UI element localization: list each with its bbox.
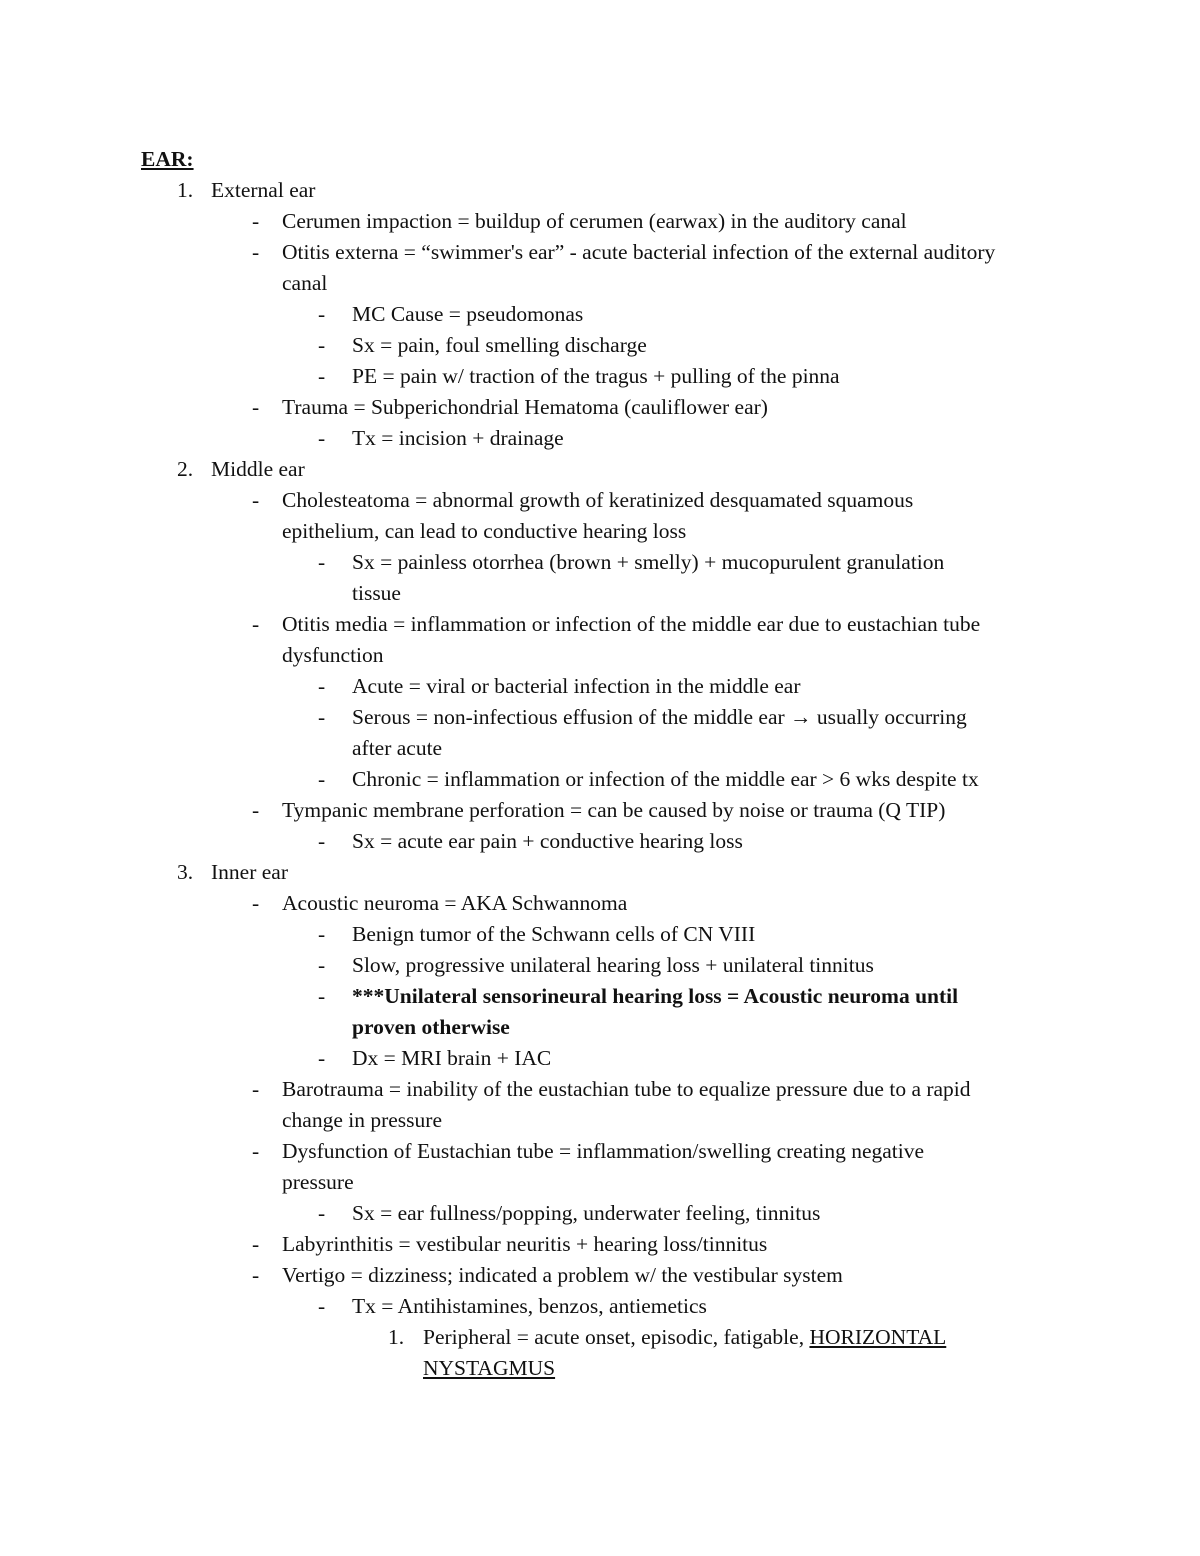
dash-bullet: - [252, 395, 260, 419]
dash-bullet: - [252, 798, 260, 822]
dash-bullet: - [318, 705, 326, 729]
list-item [0, 919, 1200, 950]
dash-bullet: - [318, 333, 326, 357]
dash-bullet: - [252, 240, 260, 264]
list-item [0, 950, 1200, 981]
list-number: 1. [177, 178, 194, 202]
list-item [0, 1074, 1200, 1105]
dash-bullet: - [318, 550, 326, 574]
note-text: Dysfunction of Eustachian tube = inflammation/swelling creating negative [282, 1139, 925, 1163]
dash-bullet: - [252, 1232, 260, 1256]
dash-bullet: - [318, 953, 326, 977]
page-title: EAR: [141, 147, 194, 171]
section-heading-external: External ear [211, 178, 316, 202]
note-text: Benign tumor of the Schwann cells of CN VIII [352, 922, 756, 946]
dash-bullet: - [318, 922, 326, 946]
list-item [0, 361, 1200, 392]
list-item [0, 1291, 1200, 1322]
note-text: tissue [352, 581, 401, 605]
note-text-plain: Peripheral = acute onset, episodic, fatigable, [423, 1325, 810, 1349]
list-item-continuation [0, 640, 1200, 671]
list-item-continuation [0, 1012, 1200, 1043]
list-item-continuation [0, 733, 1200, 764]
list-item [0, 888, 1200, 919]
note-text: Chronic = inflammation or infection of the middle ear > 6 wks despite tx [352, 767, 979, 791]
note-text: Tx = incision + drainage [352, 426, 564, 450]
list-item [0, 1198, 1200, 1229]
underlined-text: HORIZONTAL [809, 1325, 947, 1349]
section-heading-inner: Inner ear [211, 860, 288, 884]
note-text: Acute = viral or bacterial infection in the middle ear [352, 674, 801, 698]
list-number: 3. [177, 860, 194, 884]
list-item-continuation [0, 516, 1200, 547]
underlined-text: NYSTAGMUS [423, 1356, 556, 1380]
list-item [0, 392, 1200, 423]
note-text: pressure [282, 1170, 354, 1194]
note-text: Sx = ear fullness/popping, underwater feeling, tinnitus [352, 1201, 821, 1225]
list-item [0, 1136, 1200, 1167]
note-text: Sx = painless otorrhea (brown + smelly) + mucopurulent granulation [352, 550, 945, 574]
note-text: dysfunction [282, 643, 384, 667]
note-text: Cholesteatoma = abnormal growth of keratinized desquamated squamous [282, 488, 914, 512]
dash-bullet: - [252, 612, 260, 636]
bold-note-text: proven otherwise [352, 1015, 510, 1039]
list-number: 2. [177, 457, 194, 481]
dash-bullet: - [318, 829, 326, 853]
list-item-continuation [0, 1167, 1200, 1198]
dash-bullet: - [252, 1077, 260, 1101]
dash-bullet: - [318, 767, 326, 791]
dash-bullet: - [318, 1294, 326, 1318]
list-item [0, 454, 1200, 485]
list-item [0, 485, 1200, 516]
note-text: Slow, progressive unilateral hearing loss + unilateral tinnitus [352, 953, 874, 977]
note-text: Otitis media = inflammation or infection of the middle ear due to eustachian tube [282, 612, 981, 636]
list-item [0, 702, 1200, 733]
dash-bullet: - [252, 1139, 260, 1163]
list-item [0, 981, 1200, 1012]
section-heading-middle: Middle ear [211, 457, 305, 481]
list-item [0, 609, 1200, 640]
bold-note-text: ***Unilateral sensorineural hearing loss = Acoustic neuroma until [352, 984, 959, 1008]
list-item [0, 547, 1200, 578]
note-text: change in pressure [282, 1108, 442, 1132]
dash-bullet: - [318, 674, 326, 698]
dash-bullet: - [252, 488, 260, 512]
dash-bullet: - [318, 1046, 326, 1070]
dash-bullet: - [252, 1263, 260, 1287]
note-text: Cerumen impaction = buildup of cerumen (earwax) in the auditory canal [282, 209, 907, 233]
list-item [0, 1229, 1200, 1260]
note-text: Vertigo = dizziness; indicated a problem w/ the vestibular system [282, 1263, 843, 1287]
list-item [0, 857, 1200, 888]
dash-bullet: - [318, 984, 326, 1008]
dash-bullet: - [252, 209, 260, 233]
list-item-continuation [0, 268, 1200, 299]
list-item [0, 175, 1200, 206]
list-item [0, 206, 1200, 237]
list-item-continuation [0, 1353, 1200, 1384]
note-text: MC Cause = pseudomonas [352, 302, 584, 326]
note-text: Tympanic membrane perforation = can be caused by noise or trauma (Q TIP) [282, 798, 946, 822]
list-item [0, 826, 1200, 857]
list-number: 1. [388, 1325, 405, 1349]
note-text: epithelium, can lead to conductive hearing loss [282, 519, 687, 543]
note-text: Labyrinthitis = vestibular neuritis + hearing loss/tinnitus [282, 1232, 768, 1256]
note-text: Barotrauma = inability of the eustachian tube to equalize pressure due to a rapid [282, 1077, 971, 1101]
list-item [0, 671, 1200, 702]
note-text: Acoustic neuroma = AKA Schwannoma [282, 891, 628, 915]
list-item-continuation [0, 578, 1200, 609]
note-text: Sx = acute ear pain + conductive hearing loss [352, 829, 743, 853]
dash-bullet: - [318, 364, 326, 388]
note-text: after acute [352, 736, 443, 760]
list-item [0, 764, 1200, 795]
dash-bullet: - [318, 302, 326, 326]
list-item [0, 1260, 1200, 1291]
note-text: Trauma = Subperichondrial Hematoma (cauliflower ear) [282, 395, 768, 419]
note-text: Otitis externa = “swimmer's ear” - acute bacterial infection of the external auditory [282, 240, 996, 264]
list-item [0, 237, 1200, 268]
list-item [0, 795, 1200, 826]
list-item [0, 299, 1200, 330]
note-text: Tx = Antihistamines, benzos, antiemetics [352, 1294, 707, 1318]
note-text: canal [282, 271, 328, 295]
dash-bullet: - [318, 1201, 326, 1225]
note-text: Sx = pain, foul smelling discharge [352, 333, 647, 357]
list-item [0, 1043, 1200, 1074]
note-text: Dx = MRI brain + IAC [352, 1046, 552, 1070]
note-text: Serous = non-infectious effusion of the middle ear → usually occurring [352, 705, 967, 729]
list-item [0, 423, 1200, 454]
dash-bullet: - [252, 891, 260, 915]
note-text [423, 1322, 946, 1353]
dash-bullet: - [318, 426, 326, 450]
list-item [0, 330, 1200, 361]
note-text: PE = pain w/ traction of the tragus + pulling of the pinna [352, 364, 840, 388]
list-item-continuation [0, 1105, 1200, 1136]
list-item [0, 1322, 1200, 1353]
